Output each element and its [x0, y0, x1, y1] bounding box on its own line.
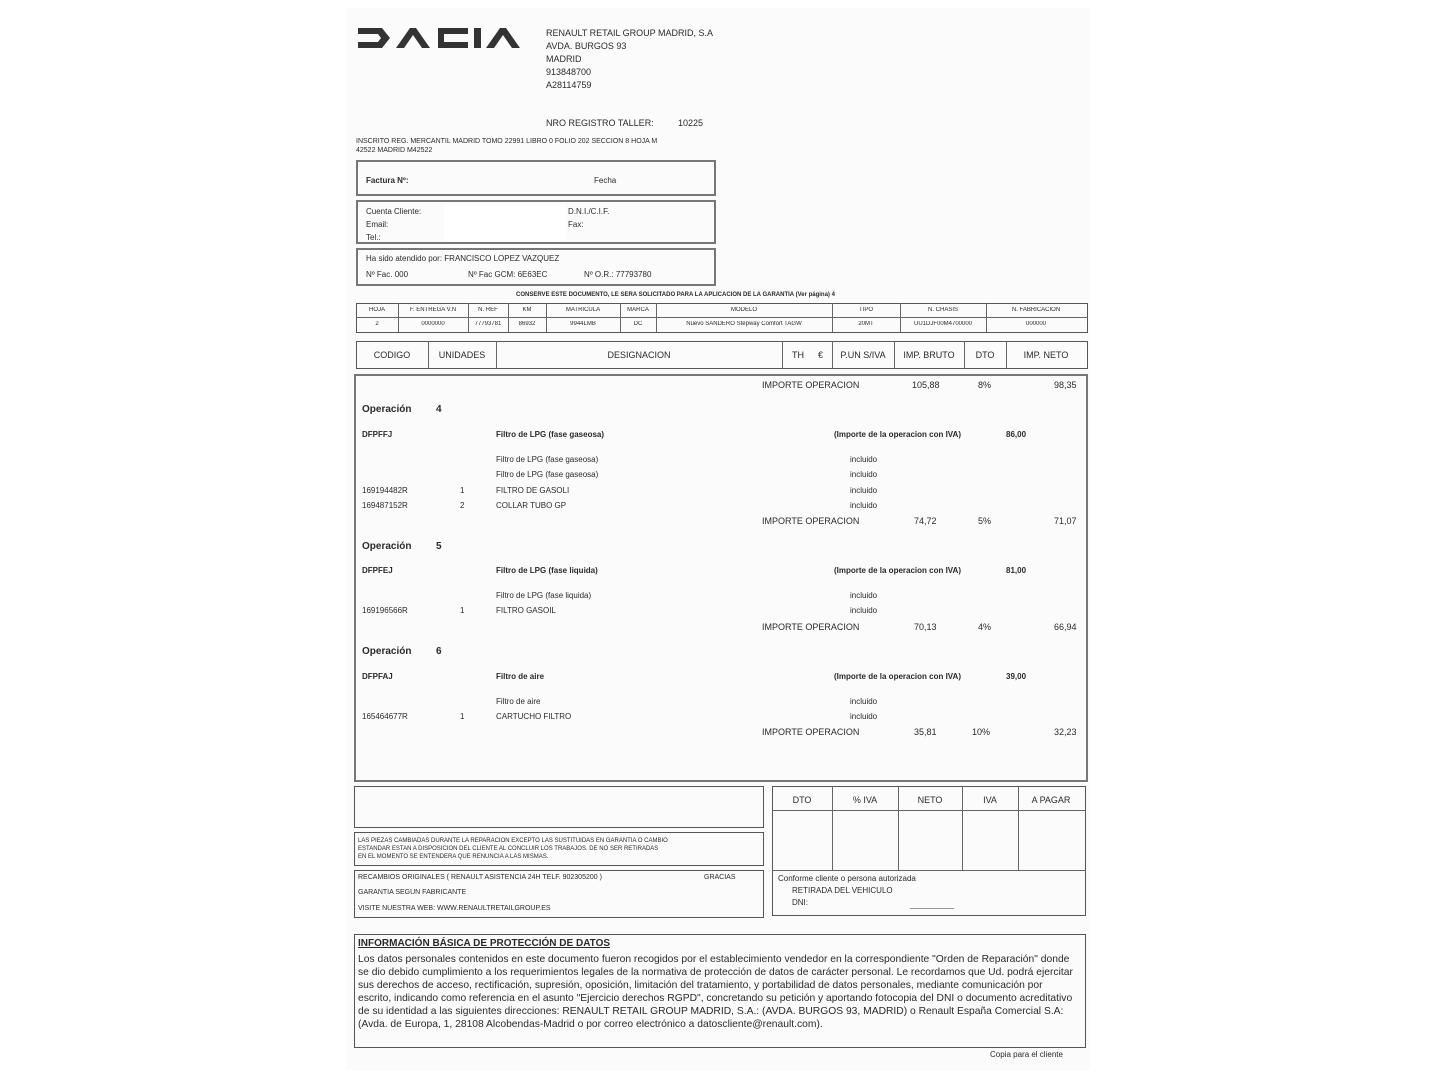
importe-dto: 8%	[978, 380, 992, 390]
registry-value: 10225	[678, 118, 704, 128]
vehicle-value: 86932	[518, 321, 536, 327]
line-status: incluido	[850, 712, 878, 721]
line-code: 169196566R	[362, 606, 408, 615]
line-code: 165464677R	[362, 712, 408, 721]
importe-neto: 71,07	[1054, 516, 1077, 526]
operation-number: 5	[436, 541, 442, 552]
operation-iva-label: (Importe de la operacion con IVA)	[834, 566, 961, 575]
vehicle-header: KM	[522, 307, 532, 313]
line-status: incluido	[850, 470, 878, 479]
importe-neto: 66,94	[1054, 622, 1077, 632]
footer-copy: Copia para el cliente	[990, 1050, 1063, 1059]
importe-neto: 98,35	[1054, 380, 1077, 390]
operation-name: Filtro de LPG (fase liquida)	[496, 566, 598, 575]
line-status: incluido	[850, 455, 878, 464]
company-line: AVDA. BURGOS 93	[546, 41, 627, 51]
importe-label: IMPORTE OPERACION	[762, 516, 860, 526]
col-neto: IMP. NETO	[1023, 350, 1069, 360]
invoice-page	[346, 8, 1090, 1070]
notes-box	[354, 786, 764, 828]
vehicle-header: F. ENTREGA V.N	[409, 307, 457, 313]
pieces-notice-line: LAS PIEZAS CAMBIADAS DURANTE LA REPARACION EXCEPTO LAS SUSTITUIDAS EN GARANTIA O CAMBIO	[358, 838, 668, 844]
totals-header: NETO	[917, 795, 943, 805]
importe-bruto: 74,72	[914, 516, 937, 526]
importe-bruto: 105,88	[912, 380, 940, 390]
operation-iva-value: 39,00	[1006, 672, 1027, 681]
line-desc: CARTUCHO FILTRO	[496, 712, 572, 721]
vehicle-header: N. CHASIS	[927, 307, 958, 313]
operation-number: 6	[436, 646, 442, 657]
invoice-box	[356, 160, 716, 196]
col-dto: DTO	[975, 350, 995, 360]
dacia-logo	[356, 26, 536, 50]
importe-label: IMPORTE OPERACION	[762, 727, 860, 737]
warranty-notice: CONSERVE ESTE DOCUMENTO, LE SERA SOLICITADO PARA LA APLICACION DE LA GARANTIA (Ver página) 4	[516, 292, 835, 298]
operation-code: DFPFAJ	[362, 672, 393, 681]
vehicle-value: 0000000	[421, 321, 445, 327]
col-bruto: IMP. BRUTO	[903, 350, 955, 360]
totals-header: A PAGAR	[1031, 795, 1071, 805]
col-codigo: CODIGO	[373, 350, 411, 360]
mercantil-line: INSCRITO REG. MERCANTIL MADRID TOMO 22991 LIBRO 0 FOLIO 202 SECCION 8 HOJA M	[356, 138, 658, 145]
line-units: 1	[460, 606, 465, 615]
vehicle-header: N. FABRICACION	[1011, 307, 1061, 313]
line-units: 2	[460, 501, 465, 510]
col-th: TH	[792, 350, 804, 360]
operation-iva-value: 86,00	[1006, 430, 1027, 439]
invoice-number-label: Factura Nº:	[366, 176, 409, 185]
vehicle-value: 9944LMB	[570, 321, 596, 327]
col-pun: P.UN S/IVA	[840, 350, 886, 360]
recambios-gracias: GRACIAS	[704, 874, 736, 881]
tel-label: Tel.:	[366, 233, 381, 242]
privacy-title: INFORMACIÓN BÁSICA DE PROTECCIÓN DE DATOS	[358, 938, 611, 949]
dni-label: D.N.I./C.I.F.	[568, 207, 610, 216]
gcm-number: Nº Fac GCM: 6E63EC	[468, 270, 548, 279]
line-units: 1	[460, 486, 465, 495]
recambios-line: VISITE NUESTRA WEB: WWW.RENAULTRETAILGROUP.ES	[358, 905, 551, 912]
line-desc: Filtro de aire	[496, 697, 541, 706]
vehicle-value: UU1DJF00M4700000	[913, 321, 973, 327]
operation-title: Operación	[362, 541, 412, 552]
totals-header: IVA	[983, 795, 997, 805]
invoice-date-label: Fecha	[594, 176, 617, 185]
vehicle-header: TIPO	[858, 307, 873, 313]
vehicle-value: 77793781	[474, 321, 502, 327]
line-desc: Filtro de LPG (fase gaseosa)	[496, 470, 599, 479]
attended-by: Ha sido atendido por: FRANCISCO LOPEZ VAZQUEZ	[366, 254, 560, 263]
operation-code: DFPFEJ	[362, 566, 393, 575]
company-line: 913848700	[546, 67, 592, 77]
vehicle-value: DC	[633, 321, 643, 327]
line-status: incluido	[850, 591, 878, 600]
conforme-line: Conforme cliente o persona autorizada	[778, 874, 916, 883]
importe-dto: 10%	[972, 727, 991, 737]
line-status: incluido	[850, 606, 878, 615]
totals-box	[772, 786, 1086, 916]
line-desc: FILTRO GASOIL	[496, 606, 556, 615]
line-desc: Filtro de LPG (fase liquida)	[496, 591, 592, 600]
operation-iva-label: (Importe de la operacion con IVA)	[834, 672, 961, 681]
conforme-line: RETIRADA DEL VEHICULO	[792, 886, 893, 895]
vehicle-value: Nuevo SANDERO Stepway Comfort TAGW	[686, 321, 802, 327]
mercantil-line: 42522 MADRID M42522	[356, 147, 433, 154]
privacy-text: Los datos personales contenidos en este documento fueron recogidos por el establecimiento vendedor en la correspondiente "Orden de Reparación" donde se dio debido cumplimiento a los requerimientos legales de la normativa de protección de datos de carácter personal. Le recordamos que Ud. podrá ejercitar sus derechos de acceso, rectificación, supresión, oposición, limitación del tratamiento, y portabilidad de datos personales, mediante comunicación por escrito, indicando como referencia en el asunto "Ejercicio derechos RGPD", concretando su petición y aportando fotocopia del DNI o documento acreditativo de su identidad a las siguientes direcciones: RENAULT RETAIL GROUP MADRID, S.A.: (AVDA. BURGOS 93, MADRID) o Renault España Comercial S.A: (Avda. de Europa, 1, 28108 Alcobendas-Madrid o por correo electrónico a datoscliente@renault.com).	[358, 954, 1073, 1030]
line-desc: Filtro de LPG (fase gaseosa)	[496, 455, 599, 464]
importe-bruto: 70,13	[914, 622, 937, 632]
vehicle-value: 2	[375, 321, 379, 327]
vehicle-value: 000000	[1025, 321, 1047, 327]
importe-dto: 5%	[978, 516, 992, 526]
col-euro: €	[818, 350, 824, 360]
pieces-notice-line: EN EL MOMENTO SE ENTENDERA QUE RENUNCIA A LAS MISMAS.	[358, 854, 549, 860]
recambios-line: RECAMBIOS ORIGINALES ( RENAULT ASISTENCIA 24H TELF. 902305200 )	[358, 874, 602, 881]
operation-name: Filtro de aire	[496, 672, 545, 681]
pieces-notice-line: ESTANDAR ESTAN A DISPOSICION DEL CLIENTE AL CONCLUIR LOS TRABAJOS. DE NO SER RETIRADAS	[358, 846, 659, 852]
line-code: 169487152R	[362, 501, 408, 510]
recambios-line: GARANTIA SEGUN FABRICANTE	[358, 889, 467, 896]
operation-iva-value: 81,00	[1006, 566, 1027, 575]
operation-name: Filtro de LPG (fase gaseosa)	[496, 430, 605, 439]
account-label: Cuenta Cliente:	[366, 207, 422, 216]
company-line: MADRID	[546, 54, 582, 64]
vehicle-header: MARCA	[627, 307, 649, 313]
col-designacion: DESIGNACION	[607, 350, 671, 360]
operation-title: Operación	[362, 404, 412, 415]
vehicle-header: MODELO	[730, 307, 757, 313]
line-code: 169194482R	[362, 486, 408, 495]
line-units: 1	[460, 712, 465, 721]
conforme-dni: DNI:	[792, 898, 808, 907]
importe-label: IMPORTE OPERACION	[762, 622, 860, 632]
line-status: incluido	[850, 486, 878, 495]
fac-number: Nº Fac. 000	[366, 270, 409, 279]
line-status: incluido	[850, 501, 878, 510]
operation-title: Operación	[362, 646, 412, 657]
importe-dto: 4%	[978, 622, 992, 632]
vehicle-header: HOJA	[368, 307, 385, 313]
operation-iva-label: (Importe de la operacion con IVA)	[834, 430, 961, 439]
registry-label: NRO REGISTRO TALLER:	[546, 118, 654, 128]
vehicle-header: N. REF	[478, 307, 498, 313]
vehicle-value: 20MT	[858, 321, 874, 327]
importe-bruto: 35,81	[914, 727, 937, 737]
col-unidades: UNIDADES	[438, 350, 486, 360]
or-number: Nº O.R.: 77793780	[584, 270, 652, 279]
company-line: RENAULT RETAIL GROUP MADRID, S.A	[546, 28, 714, 38]
line-desc: FILTRO DE GASOLI	[496, 486, 570, 495]
vehicle-header: MATRICULA	[565, 307, 601, 313]
email-label: Email:	[366, 220, 389, 229]
totals-header: % IVA	[852, 795, 878, 805]
line-desc: COLLAR TUBO GP	[496, 501, 567, 510]
operation-code: DFPFFJ	[362, 430, 393, 439]
importe-neto: 32,23	[1054, 727, 1077, 737]
importe-label: IMPORTE OPERACION	[762, 380, 860, 390]
company-line: A28114759	[546, 80, 592, 90]
redaction	[444, 205, 566, 241]
operation-number: 4	[436, 404, 442, 415]
line-status: incluido	[850, 697, 878, 706]
fax-label: Fax:	[568, 220, 584, 229]
totals-header: DTO	[792, 795, 812, 805]
